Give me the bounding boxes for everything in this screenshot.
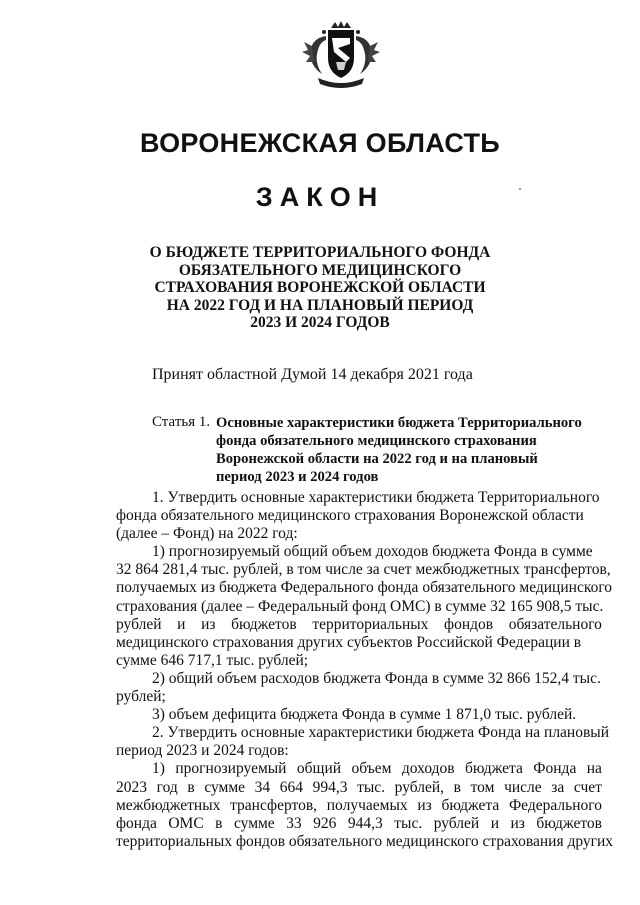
word: рублей bbox=[116, 615, 162, 633]
word: общий bbox=[296, 760, 342, 778]
article-title-line: Воронежской области на 2022 год и на плановый bbox=[216, 451, 538, 467]
word: в bbox=[187, 778, 195, 796]
word: из bbox=[510, 814, 525, 832]
body-line: страхования (далее – Федеральный фонд ОМС) в сумме 32 165 908,5 тыс. bbox=[116, 597, 604, 615]
word: рублей, bbox=[394, 778, 445, 796]
word: рублей bbox=[433, 814, 480, 832]
word: обязательного bbox=[508, 615, 602, 633]
body-line: 1) прогнозируемый общий объем доходов бюджета Фонда в сумме bbox=[152, 543, 593, 561]
body-line-justified bbox=[116, 616, 602, 634]
word: и bbox=[177, 615, 186, 633]
article-title bbox=[216, 414, 582, 486]
word: получаемых bbox=[326, 796, 408, 814]
word: фондов bbox=[444, 615, 494, 633]
word: 34 bbox=[254, 778, 271, 796]
body-line-justified bbox=[116, 779, 602, 797]
body-line-justified bbox=[116, 815, 602, 833]
word: 664 bbox=[279, 778, 304, 796]
body-line: 2. Утвердить основные характеристики бюджета Фонда на плановый bbox=[152, 724, 610, 742]
word: 944,3 bbox=[347, 814, 383, 832]
scan-speck bbox=[519, 188, 521, 190]
word: 994,3 bbox=[312, 778, 348, 796]
word: 926 bbox=[313, 814, 337, 832]
word: бюджета bbox=[465, 760, 523, 778]
body-line: период 2023 и 2024 годов: bbox=[116, 742, 289, 760]
law-title-line: 2023 И 2024 ГОДОВ bbox=[250, 314, 390, 331]
law-title-line: О БЮДЖЕТЕ ТЕРРИТОРИАЛЬНОГО ФОНДА bbox=[149, 244, 491, 261]
word: объем bbox=[351, 760, 392, 778]
word: бюджетов bbox=[536, 814, 602, 832]
word: в bbox=[453, 778, 461, 796]
word: счет bbox=[573, 778, 602, 796]
body-line: сумме 646 717,1 тыс. рублей; bbox=[116, 651, 309, 669]
word: межбюджетных bbox=[116, 796, 221, 814]
word: 2023 bbox=[116, 778, 147, 796]
body-line: медицинского страхования других субъектов Российской Федерации в bbox=[116, 633, 582, 651]
word: тыс. bbox=[394, 814, 423, 832]
word: на bbox=[586, 760, 602, 778]
word: из bbox=[417, 796, 432, 814]
body-line: 2) общий объем расходов бюджета Фонда в сумме 32 866 152,4 тыс. bbox=[152, 669, 601, 687]
region-heading: ВОРОНЕЖСКАЯ ОБЛАСТЬ bbox=[139, 128, 501, 158]
word: 33 bbox=[286, 814, 302, 832]
body-line: рублей; bbox=[116, 688, 166, 706]
body-line: территориальных фондов обязательного медицинского страхования других bbox=[116, 832, 614, 850]
word: прогнозируемый bbox=[175, 760, 287, 778]
word: и bbox=[490, 814, 499, 832]
body-line: (далее – Фонд) на 2022 год: bbox=[116, 525, 298, 543]
body-line-justified bbox=[116, 760, 602, 778]
coat-of-arms-emblem bbox=[298, 18, 384, 94]
word: 1) bbox=[152, 760, 165, 778]
word: ОМС bbox=[168, 814, 204, 832]
word: в bbox=[215, 814, 223, 832]
word: бюджета bbox=[441, 796, 500, 814]
article-title-line: Основные характеристики бюджета Территориального bbox=[216, 415, 582, 431]
word: трансфертов, bbox=[230, 796, 318, 814]
word: территориальных bbox=[312, 615, 429, 633]
body-line: 3) объем дефицита бюджета Фонда в сумме 1 871,0 тыс. рублей. bbox=[152, 706, 577, 724]
word: сумме bbox=[233, 814, 275, 832]
law-title-line: СТРАХОВАНИЯ ВОРОНЕЖСКОЙ ОБЛАСТИ bbox=[154, 279, 486, 296]
article-label: Статья 1. bbox=[152, 414, 211, 430]
adoption-note: Принят областной Думой 14 декабря 2021 года bbox=[152, 366, 473, 383]
word: Федерального bbox=[508, 796, 602, 814]
word: из bbox=[201, 615, 216, 633]
body-line: 1. Утвердить основные характеристики бюджета Территориального bbox=[152, 489, 600, 506]
word: доходов bbox=[401, 760, 455, 778]
word: бюджетов bbox=[231, 615, 297, 633]
word: том bbox=[470, 778, 495, 796]
word: год bbox=[156, 778, 178, 796]
body-line: получаемых из бюджета Федерального фонда обязательного медицинского bbox=[116, 579, 613, 597]
word: числе bbox=[504, 778, 542, 796]
word: Фонда bbox=[533, 760, 577, 778]
article-title-line: фонда обязательного медицинского страхования bbox=[216, 433, 537, 449]
law-title-line: ОБЯЗАТЕЛЬНОГО МЕДИЦИНСКОГО bbox=[178, 261, 462, 279]
article-title-line: период 2023 и 2024 годов bbox=[216, 469, 379, 485]
law-title bbox=[0, 244, 640, 332]
word: фонда bbox=[116, 814, 157, 832]
word: за bbox=[551, 778, 565, 796]
document-type-heading: ЗАКОН bbox=[255, 182, 385, 212]
body-line-justified bbox=[116, 797, 602, 815]
article-body bbox=[116, 489, 614, 851]
body-line: фонда обязательного медицинского страхования Воронежской области bbox=[116, 507, 584, 525]
law-title-line: НА 2022 ГОД И НА ПЛАНОВЫЙ ПЕРИОД bbox=[166, 296, 474, 314]
word: сумме bbox=[204, 778, 246, 796]
body-line: 32 864 281,4 тыс. рублей, в том числе за счет межбюджетных трансфертов, bbox=[116, 561, 611, 579]
word: тыс. bbox=[357, 778, 386, 796]
